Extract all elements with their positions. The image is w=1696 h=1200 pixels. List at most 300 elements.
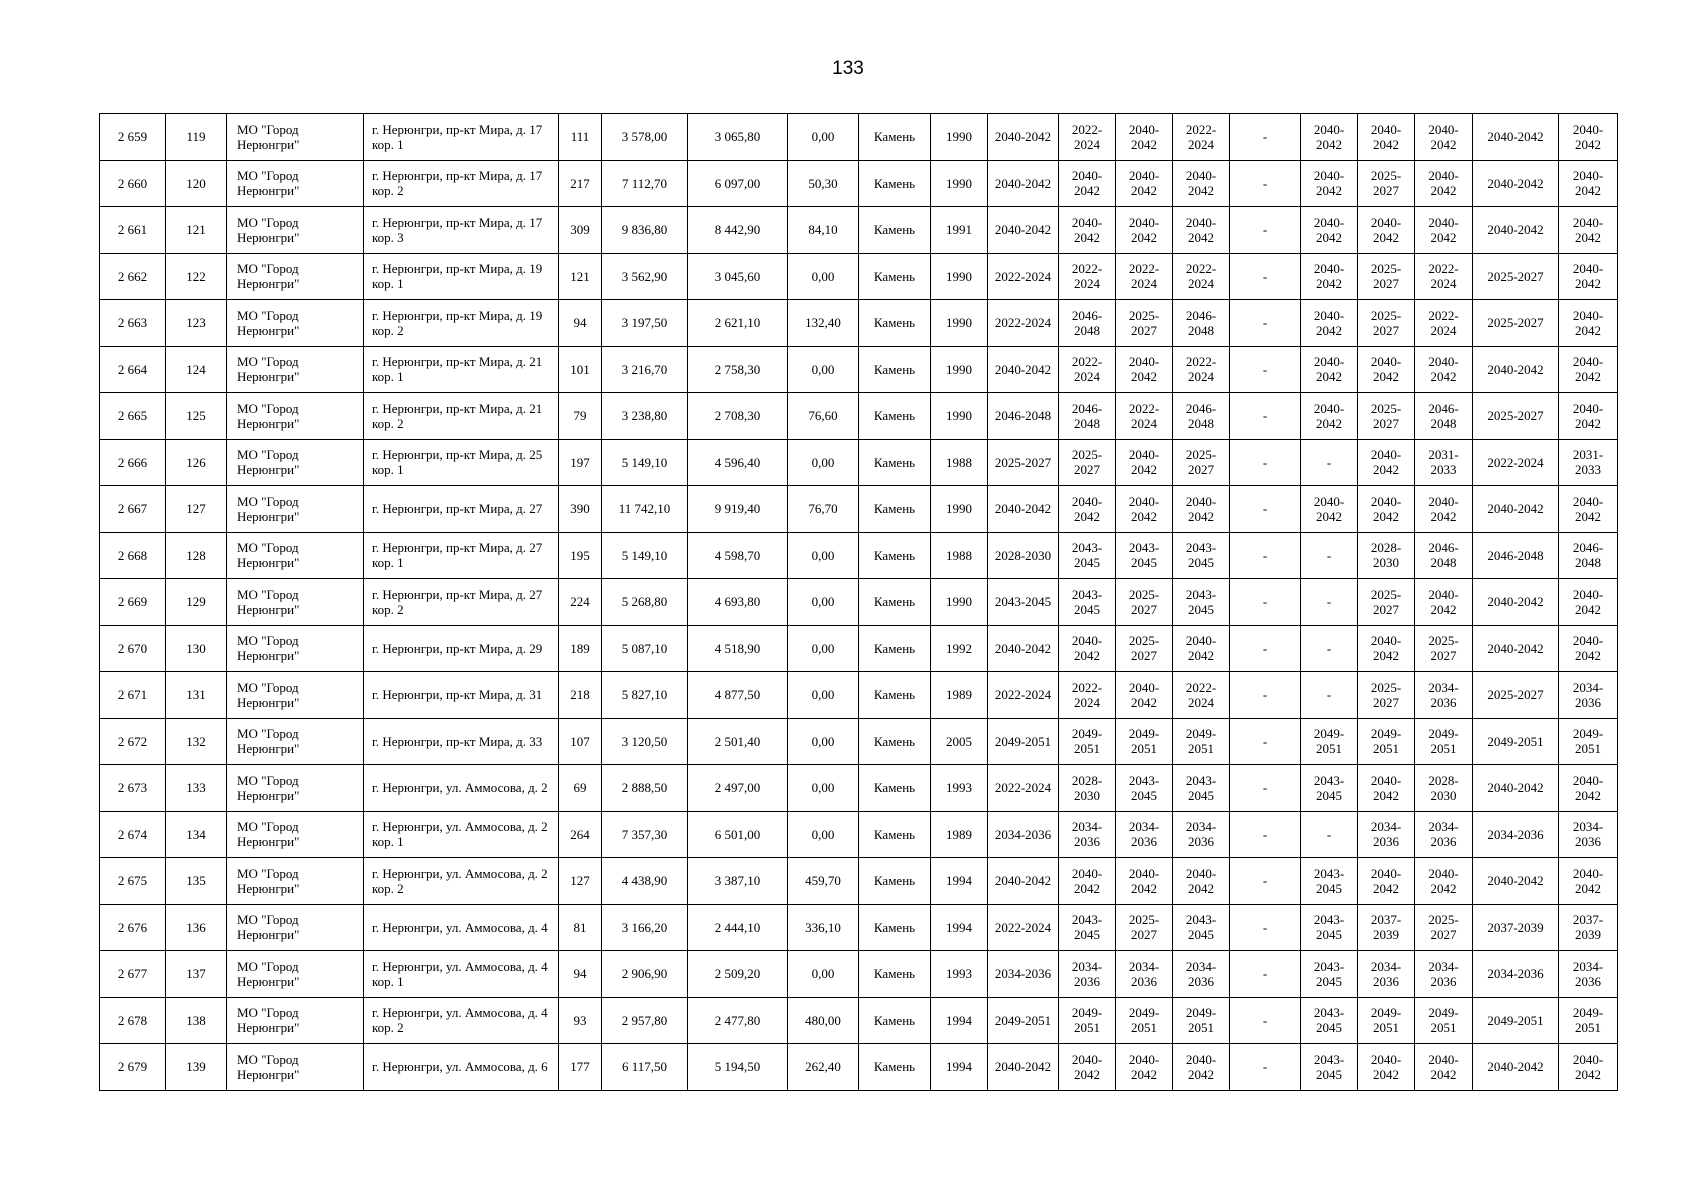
period-cell-9: 2034-2036: [1473, 951, 1559, 998]
table-row: [100, 579, 1618, 626]
period-cell-2: 2022-2024: [1059, 672, 1116, 719]
year-built-cell: 1990: [931, 114, 988, 161]
municipality-cell: МО "Город Нерюнгри": [227, 579, 364, 626]
wall-material-cell: Камень: [859, 393, 931, 440]
wall-material-cell: Камень: [859, 858, 931, 905]
period-cell-2: 2043-2045: [1059, 904, 1116, 951]
period-cell-5: -: [1230, 997, 1301, 1044]
municipality-cell: МО "Город Нерюнгри": [227, 858, 364, 905]
period-cell-1: 2049-2051: [988, 997, 1059, 1044]
period-cell-4: 2043-2045: [1173, 579, 1230, 626]
period-cell-5: -: [1230, 625, 1301, 672]
residential-area-cell: 6 097,00: [688, 160, 788, 207]
period-cell-10: 2034-2036: [1559, 672, 1618, 719]
address-cell: г. Нерюнгри, ул. Аммосова, д. 2 кор. 2: [364, 858, 559, 905]
residents-cell: 177: [559, 1044, 602, 1091]
period-cell-2: 2028-2030: [1059, 765, 1116, 812]
period-cell-10: 2040-2042: [1559, 114, 1618, 161]
period-cell-2: 2022-2024: [1059, 346, 1116, 393]
residential-area-cell: 2 758,30: [688, 346, 788, 393]
record-number-cell: 2 677: [100, 951, 166, 998]
period-cell-3: 2040-2042: [1116, 486, 1173, 533]
wall-material-cell: Камень: [859, 997, 931, 1044]
total-area-cell: 5 149,10: [602, 439, 688, 486]
period-cell-7: 2040-2042: [1358, 439, 1415, 486]
period-cell-7: 2040-2042: [1358, 207, 1415, 254]
period-cell-10: 2040-2042: [1559, 207, 1618, 254]
record-number-cell: 2 666: [100, 439, 166, 486]
period-cell-3: 2040-2042: [1116, 858, 1173, 905]
period-cell-9: 2025-2027: [1473, 672, 1559, 719]
period-cell-7: 2040-2042: [1358, 765, 1415, 812]
period-cell-6: 2040-2042: [1301, 160, 1358, 207]
municipality-cell: МО "Город Нерюнгри": [227, 393, 364, 440]
period-cell-10: 2049-2051: [1559, 997, 1618, 1044]
residents-cell: 107: [559, 718, 602, 765]
period-cell-1: 2034-2036: [988, 811, 1059, 858]
period-cell-8: 2040-2042: [1415, 1044, 1473, 1091]
address-cell: г. Нерюнгри, пр-кт Мира, д. 19 кор. 2: [364, 300, 559, 347]
local-number-cell: 139: [166, 1044, 227, 1091]
nonresidential-area-cell: 0,00: [788, 439, 859, 486]
nonresidential-area-cell: 76,70: [788, 486, 859, 533]
residential-area-cell: 2 708,30: [688, 393, 788, 440]
residents-cell: 195: [559, 532, 602, 579]
residents-cell: 189: [559, 625, 602, 672]
period-cell-2: 2034-2036: [1059, 811, 1116, 858]
nonresidential-area-cell: 262,40: [788, 1044, 859, 1091]
period-cell-10: 2040-2042: [1559, 1044, 1618, 1091]
municipality-cell: МО "Город Нерюнгри": [227, 439, 364, 486]
nonresidential-area-cell: 0,00: [788, 532, 859, 579]
period-cell-4: 2040-2042: [1173, 486, 1230, 533]
nonresidential-area-cell: 459,70: [788, 858, 859, 905]
total-area-cell: 7 112,70: [602, 160, 688, 207]
total-area-cell: 3 578,00: [602, 114, 688, 161]
nonresidential-area-cell: 76,60: [788, 393, 859, 440]
total-area-cell: 4 438,90: [602, 858, 688, 905]
municipality-cell: МО "Город Нерюнгри": [227, 672, 364, 719]
period-cell-1: 2022-2024: [988, 765, 1059, 812]
period-cell-8: 2025-2027: [1415, 625, 1473, 672]
total-area-cell: 5 827,10: [602, 672, 688, 719]
period-cell-9: 2040-2042: [1473, 114, 1559, 161]
period-cell-6: 2040-2042: [1301, 114, 1358, 161]
period-cell-4: 2043-2045: [1173, 532, 1230, 579]
period-cell-5: -: [1230, 114, 1301, 161]
period-cell-6: -: [1301, 672, 1358, 719]
period-cell-6: 2043-2045: [1301, 997, 1358, 1044]
year-built-cell: 1994: [931, 904, 988, 951]
table-row: [100, 114, 1618, 161]
period-cell-10: 2040-2042: [1559, 253, 1618, 300]
period-cell-4: 2022-2024: [1173, 672, 1230, 719]
period-cell-2: 2040-2042: [1059, 858, 1116, 905]
period-cell-6: -: [1301, 532, 1358, 579]
total-area-cell: 5 268,80: [602, 579, 688, 626]
table-row: [100, 951, 1618, 998]
total-area-cell: 2 888,50: [602, 765, 688, 812]
table-row: [100, 904, 1618, 951]
wall-material-cell: Камень: [859, 439, 931, 486]
period-cell-2: 2040-2042: [1059, 486, 1116, 533]
period-cell-3: 2025-2027: [1116, 579, 1173, 626]
municipality-cell: МО "Город Нерюнгри": [227, 160, 364, 207]
record-number-cell: 2 672: [100, 718, 166, 765]
period-cell-4: 2043-2045: [1173, 904, 1230, 951]
wall-material-cell: Камень: [859, 672, 931, 719]
residential-area-cell: 4 877,50: [688, 672, 788, 719]
municipality-cell: МО "Город Нерюнгри": [227, 951, 364, 998]
period-cell-5: -: [1230, 811, 1301, 858]
local-number-cell: 127: [166, 486, 227, 533]
residential-area-cell: 2 621,10: [688, 300, 788, 347]
residential-area-cell: 4 693,80: [688, 579, 788, 626]
period-cell-10: 2040-2042: [1559, 393, 1618, 440]
period-cell-7: 2040-2042: [1358, 486, 1415, 533]
period-cell-7: 2034-2036: [1358, 811, 1415, 858]
page-number: 133: [832, 58, 864, 79]
period-cell-3: 2040-2042: [1116, 439, 1173, 486]
local-number-cell: 125: [166, 393, 227, 440]
period-cell-8: 2040-2042: [1415, 486, 1473, 533]
year-built-cell: 1990: [931, 160, 988, 207]
nonresidential-area-cell: 0,00: [788, 625, 859, 672]
wall-material-cell: Камень: [859, 300, 931, 347]
table-body: [100, 114, 1618, 1091]
period-cell-1: 2034-2036: [988, 951, 1059, 998]
address-cell: г. Нерюнгри, пр-кт Мира, д. 17 кор. 2: [364, 160, 559, 207]
period-cell-3: 2040-2042: [1116, 114, 1173, 161]
residents-cell: 93: [559, 997, 602, 1044]
period-cell-4: 2043-2045: [1173, 765, 1230, 812]
period-cell-5: -: [1230, 486, 1301, 533]
total-area-cell: 2 906,90: [602, 951, 688, 998]
local-number-cell: 131: [166, 672, 227, 719]
municipality-cell: МО "Город Нерюнгри": [227, 718, 364, 765]
period-cell-10: 2031-2033: [1559, 439, 1618, 486]
residential-area-cell: 8 442,90: [688, 207, 788, 254]
period-cell-4: 2022-2024: [1173, 346, 1230, 393]
table-row: [100, 718, 1618, 765]
address-cell: г. Нерюнгри, ул. Аммосова, д. 2 кор. 1: [364, 811, 559, 858]
table-row: [100, 207, 1618, 254]
period-cell-4: 2049-2051: [1173, 997, 1230, 1044]
period-cell-3: 2025-2027: [1116, 625, 1173, 672]
address-cell: г. Нерюнгри, пр-кт Мира, д. 21 кор. 1: [364, 346, 559, 393]
period-cell-9: 2049-2051: [1473, 997, 1559, 1044]
record-number-cell: 2 659: [100, 114, 166, 161]
residents-cell: 101: [559, 346, 602, 393]
period-cell-3: 2049-2051: [1116, 997, 1173, 1044]
period-cell-8: 2046-2048: [1415, 393, 1473, 440]
year-built-cell: 1992: [931, 625, 988, 672]
period-cell-5: -: [1230, 207, 1301, 254]
local-number-cell: 124: [166, 346, 227, 393]
period-cell-1: 2046-2048: [988, 393, 1059, 440]
period-cell-2: 2034-2036: [1059, 951, 1116, 998]
table-row: [100, 672, 1618, 719]
period-cell-7: 2028-2030: [1358, 532, 1415, 579]
wall-material-cell: Камень: [859, 207, 931, 254]
year-built-cell: 1990: [931, 300, 988, 347]
nonresidential-area-cell: 0,00: [788, 114, 859, 161]
residents-cell: 224: [559, 579, 602, 626]
period-cell-3: 2049-2051: [1116, 718, 1173, 765]
total-area-cell: 3 216,70: [602, 346, 688, 393]
nonresidential-area-cell: 0,00: [788, 951, 859, 998]
table-row: [100, 439, 1618, 486]
residents-cell: 81: [559, 904, 602, 951]
table-row: [100, 1044, 1618, 1091]
address-cell: г. Нерюнгри, пр-кт Мира, д. 25 кор. 1: [364, 439, 559, 486]
period-cell-5: -: [1230, 300, 1301, 347]
municipality-cell: МО "Город Нерюнгри": [227, 114, 364, 161]
period-cell-10: 2040-2042: [1559, 579, 1618, 626]
period-cell-7: 2025-2027: [1358, 253, 1415, 300]
period-cell-9: 2040-2042: [1473, 207, 1559, 254]
period-cell-2: 2043-2045: [1059, 532, 1116, 579]
period-cell-6: 2040-2042: [1301, 486, 1358, 533]
residential-area-cell: 2 477,80: [688, 997, 788, 1044]
period-cell-3: 2040-2042: [1116, 346, 1173, 393]
period-cell-3: 2043-2045: [1116, 765, 1173, 812]
period-cell-3: 2022-2024: [1116, 253, 1173, 300]
period-cell-7: 2040-2042: [1358, 346, 1415, 393]
period-cell-5: -: [1230, 904, 1301, 951]
municipality-cell: МО "Город Нерюнгри": [227, 253, 364, 300]
residential-area-cell: 6 501,00: [688, 811, 788, 858]
period-cell-1: 2040-2042: [988, 1044, 1059, 1091]
wall-material-cell: Камень: [859, 904, 931, 951]
period-cell-8: 2040-2042: [1415, 207, 1473, 254]
period-cell-5: -: [1230, 579, 1301, 626]
year-built-cell: 1990: [931, 486, 988, 533]
address-cell: г. Нерюнгри, пр-кт Мира, д. 27 кор. 1: [364, 532, 559, 579]
period-cell-9: 2025-2027: [1473, 393, 1559, 440]
period-cell-7: 2049-2051: [1358, 718, 1415, 765]
period-cell-7: 2025-2027: [1358, 300, 1415, 347]
period-cell-8: 2034-2036: [1415, 672, 1473, 719]
period-cell-1: 2022-2024: [988, 672, 1059, 719]
total-area-cell: 9 836,80: [602, 207, 688, 254]
nonresidential-area-cell: 132,40: [788, 300, 859, 347]
residential-area-cell: 9 919,40: [688, 486, 788, 533]
wall-material-cell: Камень: [859, 486, 931, 533]
local-number-cell: 122: [166, 253, 227, 300]
period-cell-10: 2040-2042: [1559, 160, 1618, 207]
period-cell-7: 2040-2042: [1358, 625, 1415, 672]
building-registry-table: [99, 113, 1618, 1091]
record-number-cell: 2 669: [100, 579, 166, 626]
address-cell: г. Нерюнгри, пр-кт Мира, д. 21 кор. 2: [364, 393, 559, 440]
record-number-cell: 2 661: [100, 207, 166, 254]
record-number-cell: 2 664: [100, 346, 166, 393]
table-row: [100, 811, 1618, 858]
period-cell-6: -: [1301, 811, 1358, 858]
record-number-cell: 2 676: [100, 904, 166, 951]
period-cell-6: 2049-2051: [1301, 718, 1358, 765]
period-cell-4: 2034-2036: [1173, 951, 1230, 998]
period-cell-6: -: [1301, 439, 1358, 486]
period-cell-8: 2022-2024: [1415, 253, 1473, 300]
residents-cell: 218: [559, 672, 602, 719]
total-area-cell: 5 087,10: [602, 625, 688, 672]
residential-area-cell: 3 045,60: [688, 253, 788, 300]
period-cell-2: 2046-2048: [1059, 300, 1116, 347]
period-cell-6: 2040-2042: [1301, 300, 1358, 347]
period-cell-7: 2034-2036: [1358, 951, 1415, 998]
period-cell-5: -: [1230, 672, 1301, 719]
year-built-cell: 1989: [931, 811, 988, 858]
residents-cell: 127: [559, 858, 602, 905]
total-area-cell: 3 166,20: [602, 904, 688, 951]
local-number-cell: 132: [166, 718, 227, 765]
record-number-cell: 2 667: [100, 486, 166, 533]
total-area-cell: 3 238,80: [602, 393, 688, 440]
year-built-cell: 1993: [931, 765, 988, 812]
local-number-cell: 134: [166, 811, 227, 858]
period-cell-9: 2040-2042: [1473, 765, 1559, 812]
period-cell-10: 2040-2042: [1559, 858, 1618, 905]
period-cell-4: 2025-2027: [1173, 439, 1230, 486]
period-cell-1: 2022-2024: [988, 300, 1059, 347]
record-number-cell: 2 670: [100, 625, 166, 672]
year-built-cell: 1993: [931, 951, 988, 998]
period-cell-1: 2040-2042: [988, 346, 1059, 393]
period-cell-1: 2025-2027: [988, 439, 1059, 486]
period-cell-8: 2031-2033: [1415, 439, 1473, 486]
period-cell-5: -: [1230, 765, 1301, 812]
address-cell: г. Нерюнгри, ул. Аммосова, д. 4 кор. 2: [364, 997, 559, 1044]
total-area-cell: 3 197,50: [602, 300, 688, 347]
period-cell-6: 2043-2045: [1301, 904, 1358, 951]
municipality-cell: МО "Город Нерюнгри": [227, 904, 364, 951]
total-area-cell: 5 149,10: [602, 532, 688, 579]
residential-area-cell: 5 194,50: [688, 1044, 788, 1091]
period-cell-3: 2043-2045: [1116, 532, 1173, 579]
period-cell-7: 2040-2042: [1358, 858, 1415, 905]
period-cell-4: 2040-2042: [1173, 858, 1230, 905]
record-number-cell: 2 679: [100, 1044, 166, 1091]
residential-area-cell: 2 509,20: [688, 951, 788, 998]
period-cell-8: 2040-2042: [1415, 346, 1473, 393]
period-cell-9: 2025-2027: [1473, 300, 1559, 347]
period-cell-8: 2028-2030: [1415, 765, 1473, 812]
period-cell-2: 2043-2045: [1059, 579, 1116, 626]
year-built-cell: 2005: [931, 718, 988, 765]
address-cell: г. Нерюнгри, пр-кт Мира, д. 27 кор. 2: [364, 579, 559, 626]
residents-cell: 390: [559, 486, 602, 533]
nonresidential-area-cell: 0,00: [788, 718, 859, 765]
record-number-cell: 2 673: [100, 765, 166, 812]
year-built-cell: 1990: [931, 579, 988, 626]
period-cell-9: 2040-2042: [1473, 346, 1559, 393]
year-built-cell: 1994: [931, 1044, 988, 1091]
residents-cell: 217: [559, 160, 602, 207]
period-cell-10: 2040-2042: [1559, 300, 1618, 347]
record-number-cell: 2 671: [100, 672, 166, 719]
nonresidential-area-cell: 0,00: [788, 765, 859, 812]
wall-material-cell: Камень: [859, 160, 931, 207]
period-cell-5: -: [1230, 858, 1301, 905]
period-cell-4: 2046-2048: [1173, 393, 1230, 440]
period-cell-7: 2037-2039: [1358, 904, 1415, 951]
municipality-cell: МО "Город Нерюнгри": [227, 811, 364, 858]
year-built-cell: 1990: [931, 393, 988, 440]
residents-cell: 309: [559, 207, 602, 254]
municipality-cell: МО "Город Нерюнгри": [227, 346, 364, 393]
period-cell-10: 2049-2051: [1559, 718, 1618, 765]
period-cell-8: 2025-2027: [1415, 904, 1473, 951]
period-cell-9: 2034-2036: [1473, 811, 1559, 858]
address-cell: г. Нерюнгри, пр-кт Мира, д. 27: [364, 486, 559, 533]
record-number-cell: 2 674: [100, 811, 166, 858]
municipality-cell: МО "Город Нерюнгри": [227, 1044, 364, 1091]
table-row: [100, 532, 1618, 579]
period-cell-7: 2049-2051: [1358, 997, 1415, 1044]
period-cell-2: 2022-2024: [1059, 253, 1116, 300]
period-cell-2: 2040-2042: [1059, 207, 1116, 254]
nonresidential-area-cell: 0,00: [788, 811, 859, 858]
period-cell-1: 2040-2042: [988, 486, 1059, 533]
period-cell-7: 2040-2042: [1358, 1044, 1415, 1091]
nonresidential-area-cell: 0,00: [788, 346, 859, 393]
period-cell-3: 2040-2042: [1116, 207, 1173, 254]
table-row: [100, 765, 1618, 812]
period-cell-9: 2046-2048: [1473, 532, 1559, 579]
period-cell-8: 2040-2042: [1415, 579, 1473, 626]
table-row: [100, 160, 1618, 207]
total-area-cell: 3 120,50: [602, 718, 688, 765]
period-cell-8: 2040-2042: [1415, 160, 1473, 207]
total-area-cell: 11 742,10: [602, 486, 688, 533]
total-area-cell: 6 117,50: [602, 1044, 688, 1091]
period-cell-7: 2025-2027: [1358, 672, 1415, 719]
period-cell-6: 2040-2042: [1301, 253, 1358, 300]
period-cell-2: 2040-2042: [1059, 625, 1116, 672]
table-row: [100, 253, 1618, 300]
period-cell-10: 2034-2036: [1559, 951, 1618, 998]
period-cell-5: -: [1230, 346, 1301, 393]
period-cell-4: 2040-2042: [1173, 160, 1230, 207]
period-cell-10: 2040-2042: [1559, 346, 1618, 393]
period-cell-7: 2040-2042: [1358, 114, 1415, 161]
wall-material-cell: Камень: [859, 346, 931, 393]
total-area-cell: 2 957,80: [602, 997, 688, 1044]
period-cell-10: 2040-2042: [1559, 765, 1618, 812]
period-cell-10: 2037-2039: [1559, 904, 1618, 951]
address-cell: г. Нерюнгри, ул. Аммосова, д. 6: [364, 1044, 559, 1091]
address-cell: г. Нерюнгри, ул. Аммосова, д. 4: [364, 904, 559, 951]
year-built-cell: 1990: [931, 253, 988, 300]
period-cell-10: 2040-2042: [1559, 625, 1618, 672]
year-built-cell: 1994: [931, 858, 988, 905]
period-cell-4: 2049-2051: [1173, 718, 1230, 765]
period-cell-6: -: [1301, 625, 1358, 672]
residential-area-cell: 2 497,00: [688, 765, 788, 812]
period-cell-8: 2046-2048: [1415, 532, 1473, 579]
period-cell-2: 2040-2042: [1059, 160, 1116, 207]
period-cell-3: 2040-2042: [1116, 1044, 1173, 1091]
table-row: [100, 858, 1618, 905]
period-cell-1: 2049-2051: [988, 718, 1059, 765]
wall-material-cell: Камень: [859, 579, 931, 626]
nonresidential-area-cell: 50,30: [788, 160, 859, 207]
total-area-cell: 7 357,30: [602, 811, 688, 858]
period-cell-7: 2025-2027: [1358, 579, 1415, 626]
period-cell-6: 2043-2045: [1301, 951, 1358, 998]
